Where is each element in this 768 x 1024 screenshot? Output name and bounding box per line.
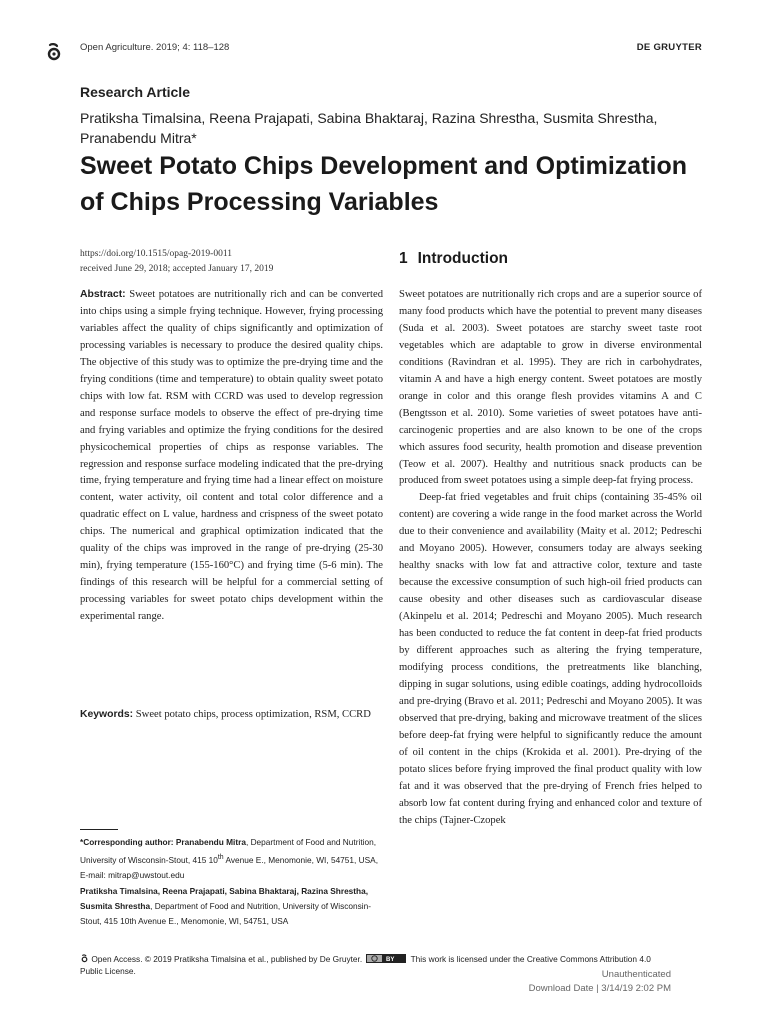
keywords [80, 707, 383, 724]
author-affiliation-footnote [80, 835, 383, 930]
cc-badge-label: BY [386, 957, 395, 963]
section-title: Introduction [417, 250, 509, 267]
section-number: 1 [399, 250, 408, 267]
license-statement: Open Access. © 2019 Pratiksha Timalsina et al., published by De Gruyter. [91, 954, 363, 964]
received-accepted-dates: received June 29, 2018; accepted January 17, 2019 [80, 264, 274, 274]
introduction-body [399, 287, 702, 830]
journal-reference: Open Agriculture. 2019; 4: 118–128 [80, 42, 230, 53]
corresponding-author-label: *Corresponding author: Pranabendu Mitra [80, 837, 246, 847]
watermark-unauthenticated: Unauthenticated [601, 969, 671, 980]
paper-title: Sweet Potato Chips Development and Optimization of Chips Processing Variables [80, 152, 688, 216]
coauthors-affiliation: , Department of Food and Nutrition, University of Wisconsin-Stout, 415 10th Avenue E., Menomonie, WI, 54751, USA [80, 900, 371, 927]
article-type: Research Article [80, 84, 190, 100]
intro-paragraph: Sweet potatoes are nutritionally rich crops and are a superior source of many food products which have the potential to prevent many diseases (Suda et al. 2003). Sweet potatoes are starchy sweet taste root vegetables which are adaptable to grow in diverse environmental conditions (Ravindran et al. 1995). They are rich in carbohydrates, vitamin A and have a high energy content. Sweet potatoes are mostly orange in color and this orange flesh provides vitamins A and C (Bengtsson et al. 2010). Some varieties of sweet potatoes have anti-carcinogenic properties and are also known to be one of the crops which assures food security, health promotion and disease prevention (Teow et al. 2007). Healthy and nutritious snack products can be produced from sweet potatoes using a simple deep-fat frying process. [399, 289, 702, 487]
abstract-text: Sweet potatoes are nutritionally rich and can be converted into chips using a simple frying technique. However, frying processing variables affect the quality of chips significantly and optimization of processing variables is necessary to produce the desired quality chips. The objective of this study was to optimize the pre-drying time and the frying conditions (time and temperature) to obtain quality sweet potato chips with low fat. RSM with CCRD was used to develop regression and response surface models to observe the effect of pre-drying time and frying variables and optimize the frying conditions for the desired physicochemical properties of chips as response variables. The regression and response surface modeling indicated that the pre-drying time, frying temperature and frying time had a linear effect on moisture content, water activity, oil content and total color difference and a quadratic effect on L value, hardness and crispness of the sweet potato chips. The numerical and graphical optimization indicated that the quality of the chips was improved in the range of pre-drying (25-30 min), frying temperature (155-160°C) and frying time (5-6 min). The findings of this research will be helpful for a commercial setting of processing variables for sweet potato chips development within the experimental range. [80, 289, 384, 623]
open-access-icon [44, 42, 64, 62]
abstract-label: Abstract: [80, 289, 126, 300]
footnote-divider [80, 829, 118, 830]
open-access-small-icon [80, 954, 89, 963]
doi-link[interactable]: https://doi.org/10.1515/opag-2019-0011 [80, 249, 232, 259]
coauthors-label: Pratiksha Timalsina, Reena Prajapati, Sabina Bhaktaraj, Razina Shrestha, Susmita Shrestha [80, 885, 369, 911]
creative-commons-badge-icon[interactable] [366, 954, 406, 963]
license-terms-continued: Public License. [80, 966, 136, 976]
corresponding-author-affiliation: , Department of Food and Nutrition, University of Wisconsin-Stout, 415 10 [80, 837, 377, 866]
corresponding-author-address: Avenue E., Menomonie, WI, 54751, USA, E-mail: mitrap@uwstout.edu [80, 855, 379, 881]
ordinal-superscript: th [217, 854, 224, 862]
keywords-label: Keywords: [80, 709, 134, 720]
abstract [80, 287, 383, 626]
author-list: Pratiksha Timalsina, Reena Prajapati, Sabina Bhaktaraj, Razina Shrestha, Susmita Shrestha, Pranabendu Mitra* [80, 110, 658, 146]
section-heading-introduction [399, 250, 508, 268]
publisher-name: DE GRUYTER [636, 42, 702, 53]
license-line [80, 953, 720, 966]
intro-paragraph: Deep-fat fried vegetables and fruit chips (containing 35-45% oil content) are covering a wide range in the food market across the World due to their convenience and availability (Maity et al. 2012; Pedreschi and Moyano 2005). However, consumers today are always seeking healthy snacks with low fat and attractive color, texture and taste because the excessive consumption of such high-oil fried products can cause obesity and other diseases such as cardiovascular disease (Akinpelu et al. 2014; Pedreschi and Moyano 2005). Much research has been conducted to reduce the fat content in deep-fat fried products by different approaches such as altering the frying temperature, modifying process conditions, the pretreatments like blanching, dipping in sugar solutions, using edible coatings, adding hydrocolloids and pre-drying (Bravo et al. 2011; Pedreschi and Moyano 2005). It was observed that pre-drying, baking and microwave treatment of the slices before deep-fat frying were helpful to significantly reduce the amount of oil content in the chips (Krokida et al. 2001). Pre-drying of the potato slices before frying improved the final product quality with low fat and it was observed that the pre-drying of French fries helped to absorb low fat content during frying and enhanced color and texture of the chips (Tajner-Czopek [399, 492, 702, 826]
watermark-download-date: Download Date | 3/14/19 2:02 PM [528, 983, 671, 994]
license-terms: This work is licensed under the Creative Commons Attribution 4.0 [410, 954, 651, 964]
keywords-text: Sweet potato chips, process optimization, RSM, CCRD [135, 709, 371, 720]
